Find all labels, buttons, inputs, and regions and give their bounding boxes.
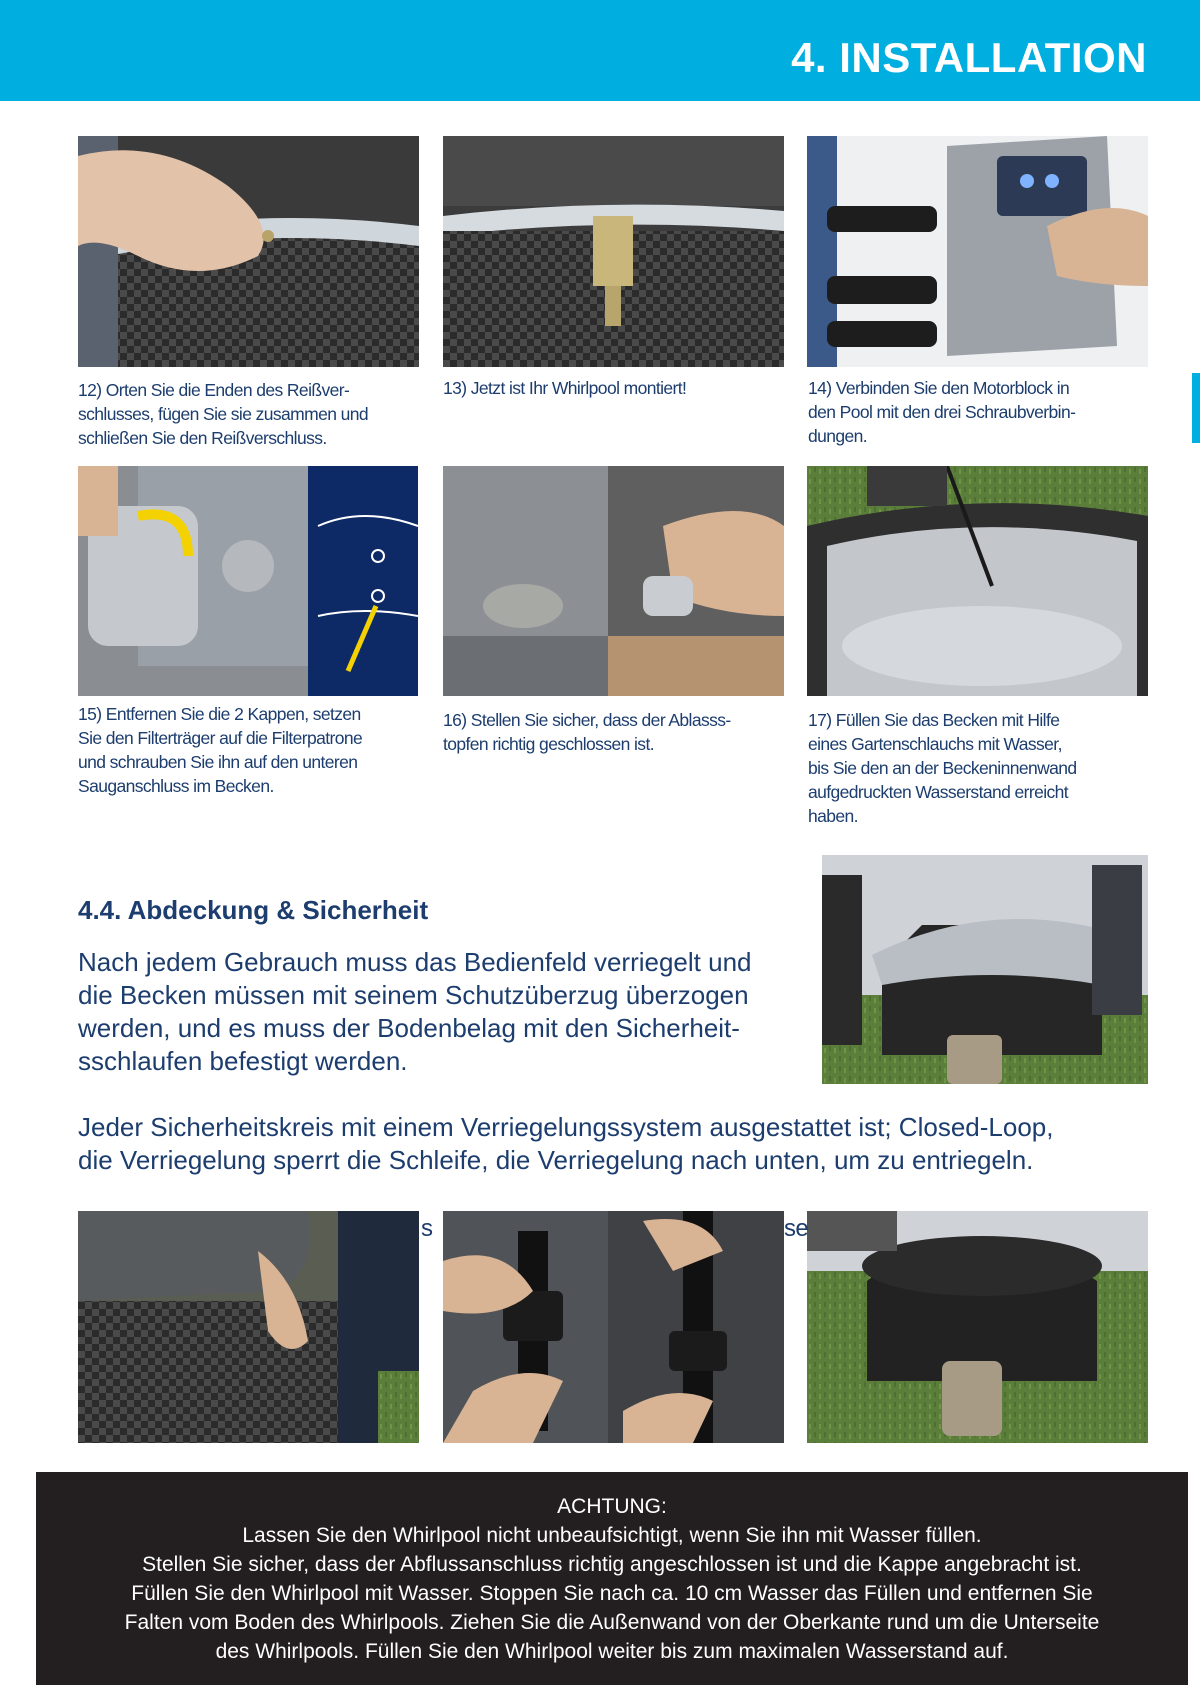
step-12-caption: 12) Orten Sie die Enden des Reißver- schlusses, fügen Sie sie zusammen und schließen Sie den Reißverschluss. [78,380,369,448]
step-17-photo [807,466,1148,696]
warning-title: ACHTUNG: [557,1495,667,1518]
step-16-caption: 16) Stellen Sie sicher, dass der Ablasss- topfen richtig geschlossen ist. [443,710,731,754]
warning-line: Falten vom Boden des Whirlpools. Ziehen Sie die Außenwand von der Oberkante rund um die Unterseite [124,1611,1100,1634]
step-15-caption: 15) Entfernen Sie die 2 Kappen, setzen Sie den Filterträger auf die Filterpatrone und schrauben Sie ihn auf den unteren Sauganschluss im Becken. [78,704,363,796]
cover-photo [822,855,1148,1084]
step-15-photo [78,466,418,696]
step-17-caption: 17) Füllen Sie das Becken mit Hilfe eines Gartenschlauchs mit Wasser, bis Sie den an der Beckeninnenwand aufgedruckten Wasserstand erreicht haben. [808,710,1077,826]
clipped-fragment-2: se [784,1215,809,1242]
warning-line: des Whirlpools. Füllen Sie den Whirlpool weiter bis zum maximalen Wasserstand auf. [215,1640,1009,1663]
cover-strap-photo-2 [443,1211,784,1443]
section-heading: 4.4. Abdeckung & Sicherheit [78,895,429,925]
section-paragraph-2: Jeder Sicherheitskreis mit einem Verriegelungssystem ausgestattet ist; Closed-Loop, die Verriegelung sperrt die Schleife, die Verriegelung nach unten, um zu entriegeln. [78,1112,1054,1175]
section-paragraph-1: Nach jedem Gebrauch muss das Bedienfeld verriegelt und die Becken müssen mit seinem Schutzüberzug überzogen werden, und es muss der Bodenbelag mit den Sicherheit- sschlaufen befestigt werden. [78,947,752,1076]
warning-box [36,1472,1188,1685]
step-13-photo [443,136,784,367]
step-13-caption: 13) Jetzt ist Ihr Whirlpool montiert! [443,378,687,398]
side-tab-marker [1192,373,1200,443]
step-16-photo [443,466,784,696]
step-12-photo [78,136,419,367]
cover-strap-photo-1 [78,1211,419,1443]
step-14-photo [807,136,1148,367]
page-title: 4. INSTALLATION [791,34,1147,81]
warning-line: Füllen Sie den Whirlpool mit Wasser. Stoppen Sie nach ca. 10 cm Wasser das Füllen und entfernen Sie [131,1582,1093,1605]
clipped-fragment-1: s [421,1215,433,1242]
warning-line: Lassen Sie den Whirlpool nicht unbeaufsichtigt, wenn Sie ihn mit Wasser füllen. [242,1524,982,1547]
cover-closed-photo [807,1211,1148,1443]
step-14-caption: 14) Verbinden Sie den Motorblock in den Pool mit den drei Schraubverbin- dungen. [808,378,1076,446]
warning-line: Stellen Sie sicher, dass der Abflussanschluss richtig angeschlossen ist und die Kappe angebracht ist. [142,1553,1082,1576]
